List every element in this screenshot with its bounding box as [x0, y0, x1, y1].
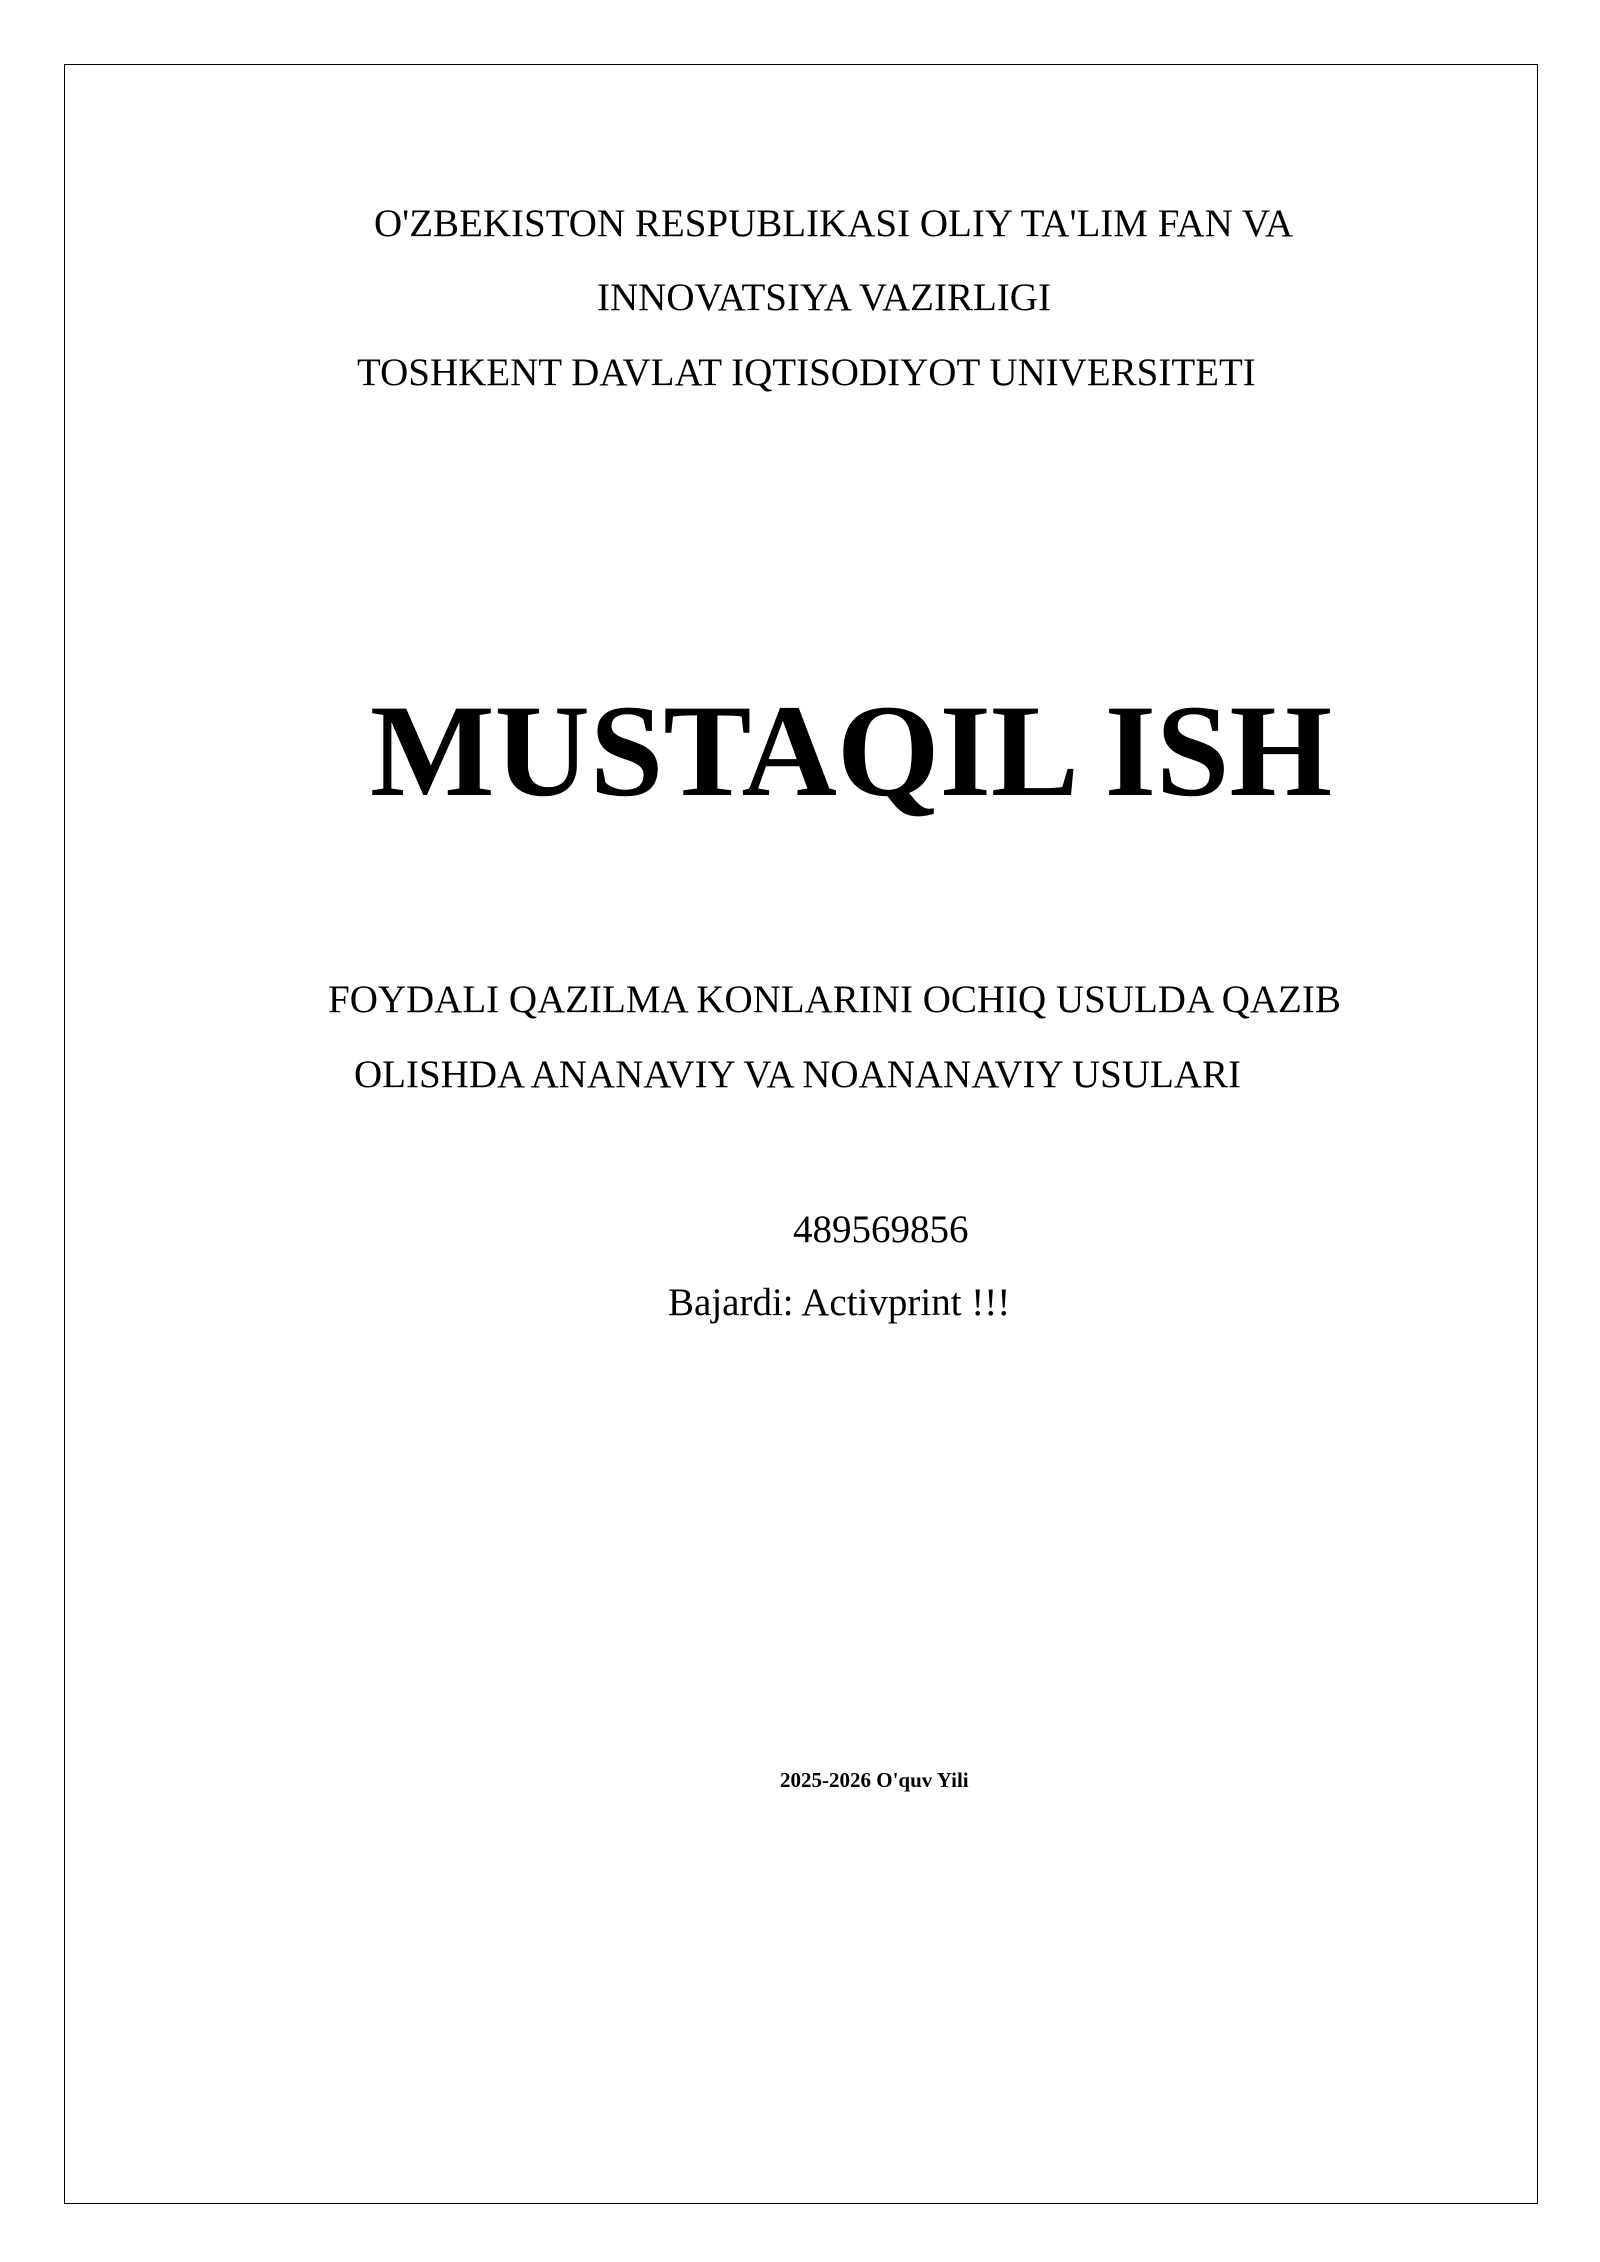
- ministry-line-2: INNOVATSIYA VAZIRLIGI: [597, 276, 1051, 319]
- page-title: MUSTAQIL ISH: [370, 677, 1333, 824]
- academic-year: 2025-2026 O'quv Yili: [780, 1768, 969, 1792]
- university-name: TOSHKENT DAVLAT IQTISODIYOT UNIVERSITETI: [357, 351, 1256, 394]
- topic-line-2: OLISHDA ANANAVIY VA NOANANAVIY USULARI: [354, 1053, 1241, 1096]
- author-line: Bajardi: Activprint !!!: [668, 1281, 1011, 1324]
- topic-line-1: FOYDALI QAZILMA KONLARINI OCHIQ USULDA QAZIB: [328, 978, 1341, 1021]
- id-number: 489569856: [793, 1208, 969, 1251]
- ministry-line-1: O'ZBEKISTON RESPUBLIKASI OLIY TA'LIM FAN VA: [374, 202, 1294, 245]
